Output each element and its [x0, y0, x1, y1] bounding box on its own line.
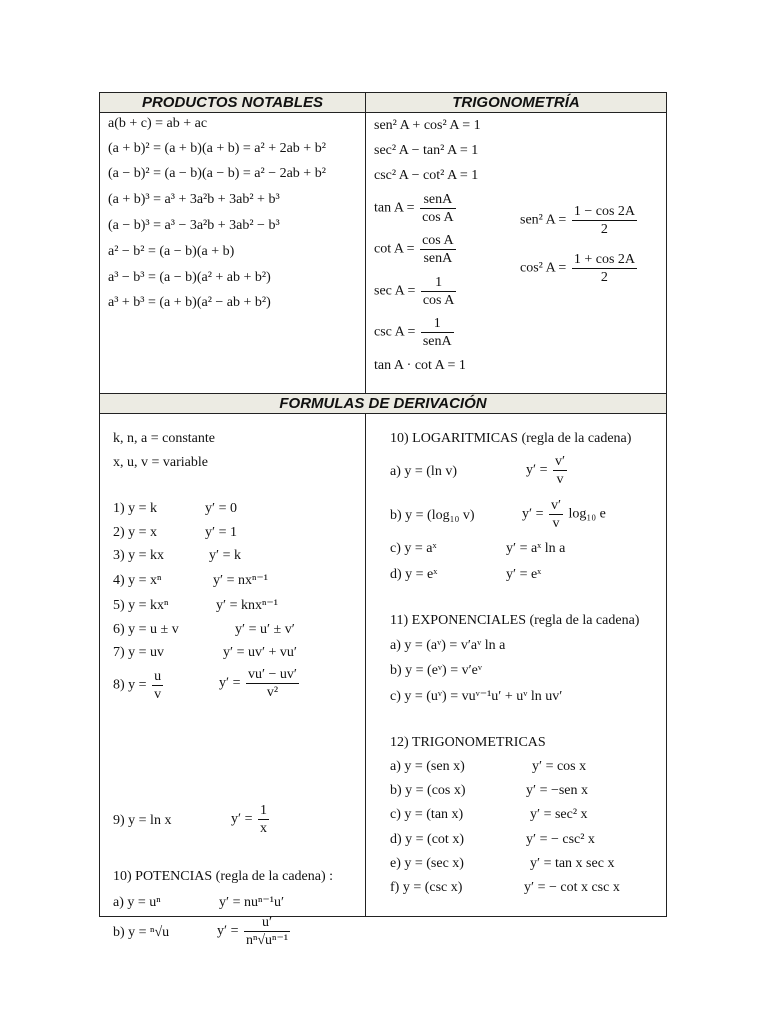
rule-function: 9) y = ln x — [113, 813, 172, 828]
log-b-derivative — [522, 497, 606, 532]
fraction — [553, 453, 567, 488]
rule-derivative: y′ = — [526, 462, 548, 478]
trig-csc-def — [374, 315, 456, 350]
rule-function: 3) y = kx — [113, 548, 165, 563]
denominator: nⁿ√uⁿ⁻¹ — [245, 933, 289, 948]
product-formula: a(b + c) = ab + ac — [108, 116, 208, 131]
trig-cos2-half — [520, 251, 639, 286]
product-formula: a² − b² = (a − b)(a + b) — [108, 244, 235, 259]
rule-function: 4) y = xⁿ — [113, 573, 162, 588]
rule-function: 7) y = uv — [113, 645, 165, 660]
fraction — [246, 666, 299, 701]
product-formula: (a + b)² = (a + b)(a + b) = a² + 2ab + b² — [108, 141, 326, 156]
section-logaritmicas: 10) LOGARITMICAS (regla de la cadena) — [390, 431, 632, 446]
section-potencias: 10) POTENCIAS (regla de la cadena) : — [113, 869, 334, 884]
divider-bottom — [365, 414, 366, 917]
rule-function: a) y = (sen x) — [390, 759, 465, 774]
numerator: v′ — [554, 454, 566, 469]
rule-derivative: y′ = — [219, 675, 241, 691]
rule-function: 2) y = x — [113, 525, 158, 540]
trig-sen2-half — [520, 203, 639, 238]
fraction — [421, 274, 457, 309]
rule-root-derivative — [217, 914, 292, 949]
rule-derivative-tail: log₁₀ e — [568, 506, 606, 522]
trig-lhs: cot A = — [374, 241, 415, 257]
rule-formula: c) y = (uᵛ) = vuᵛ⁻¹u′ + uᵛ ln uv′ — [390, 689, 563, 704]
rule-function: 8) y = — [113, 677, 147, 693]
denominator: senA — [422, 334, 452, 349]
section-trigonometricas: 12) TRIGONOMETRICAS — [390, 735, 546, 750]
fraction — [572, 203, 637, 238]
rule-derivative: y′ = u′ ± v′ — [235, 622, 295, 637]
rule-derivative: y′ = aˣ ln a — [506, 541, 566, 556]
denominator: cos A — [422, 210, 454, 225]
rule-9-derivative — [231, 802, 271, 837]
rule-function: f) y = (csc x) — [390, 880, 463, 895]
numerator: 1 — [421, 315, 454, 333]
section-exponenciales: 11) EXPONENCIALES (regla de la cadena) — [390, 613, 640, 628]
rule-derivative: y′ = — [217, 923, 239, 939]
rule-derivative: y′ = — [231, 811, 253, 827]
trig-tan-def — [374, 191, 458, 226]
rule-function: c) y = (tan x) — [390, 807, 464, 822]
rule-function: c) y = aˣ — [390, 541, 437, 556]
rule-derivative: y′ = 1 — [205, 525, 237, 540]
formula-sheet — [99, 92, 667, 948]
trig-identity: sec² A − tan² A = 1 — [374, 143, 479, 158]
trig-lhs: cos² A = — [520, 260, 567, 276]
rule-formula: b) y = (eᵛ) = v′eᵛ — [390, 663, 482, 678]
rule-function: 6) y = u ± v — [113, 622, 179, 637]
rule-function: a) y = (ln v) — [390, 464, 457, 479]
numerator: cos A — [422, 233, 454, 248]
denominator: v — [552, 516, 560, 531]
numerator: 1 — [259, 803, 267, 818]
numerator: 1 − cos 2A — [573, 204, 635, 219]
rule-derivative: y′ = 0 — [205, 501, 237, 516]
numerator: v′ — [550, 498, 562, 513]
numerator: 1 — [421, 274, 457, 292]
trig-sec-def — [374, 274, 458, 309]
rule-function: b) y = ⁿ√u — [113, 925, 170, 940]
numerator: senA — [420, 191, 456, 209]
rule-function: a) y = uⁿ — [113, 895, 161, 910]
deriv-note: k, n, a = constante — [113, 431, 215, 446]
rule-derivative: y′ = − csc² x — [526, 832, 595, 847]
denominator: senA — [423, 251, 453, 266]
rule-derivative: y′ = nuⁿ⁻¹u′ — [219, 895, 285, 910]
rule-8-function — [113, 668, 165, 703]
fraction — [572, 251, 637, 286]
rule-derivative: y′ = cos x — [532, 759, 587, 774]
trig-identity: sen² A + cos² A = 1 — [374, 118, 481, 133]
rule-derivative: y′ = − cot x csc x — [524, 880, 620, 895]
rule-derivative: y′ = — [522, 506, 544, 522]
numerator: u — [154, 669, 162, 684]
rule-function: d) y = (cot x) — [390, 832, 464, 847]
header-formulas-derivacion: FORMULAS DE DERIVACIÓN — [100, 394, 666, 414]
fraction — [420, 232, 456, 267]
trig-identity: csc² A − cot² A = 1 — [374, 168, 479, 183]
rule-8-derivative — [219, 666, 301, 701]
trig-lhs: sen² A = — [520, 212, 567, 228]
deriv-note: x, u, v = variable — [113, 455, 208, 470]
rule-derivative: y′ = k — [209, 548, 241, 563]
numerator: vu′ − uv′ — [247, 667, 297, 682]
trig-product: tan A · cot A = 1 — [374, 358, 466, 373]
fraction — [258, 802, 269, 837]
fraction — [420, 191, 456, 226]
trig-lhs: csc A = — [374, 324, 416, 340]
trig-lhs: sec A = — [374, 283, 416, 299]
rule-derivative: y′ = eˣ — [506, 567, 542, 582]
fraction — [244, 914, 290, 949]
rule-derivative: y′ = tan x sec x — [530, 856, 615, 871]
product-formula: (a − b)² = (a − b)(a − b) = a² − 2ab + b² — [108, 166, 326, 181]
product-formula: (a − b)³ = a³ − 3a²b + 3ab² − b³ — [108, 218, 280, 233]
rule-derivative: y′ = −sen x — [526, 783, 589, 798]
trig-lhs: tan A = — [374, 200, 415, 216]
log-a-derivative — [526, 453, 569, 488]
product-formula: (a + b)³ = a³ + 3a²b + 3ab² + b³ — [108, 192, 280, 207]
denominator: v² — [266, 685, 279, 700]
fraction — [549, 497, 563, 532]
rule-function: b) y = (log₁₀ v) — [390, 508, 475, 523]
header-trigonometria: TRIGONOMETRÍA — [366, 93, 666, 113]
rule-derivative: y′ = uv′ + vu′ — [223, 645, 297, 660]
rule-derivative: y′ = sec² x — [530, 807, 588, 822]
product-formula: a³ − b³ = (a − b)(a² + ab + b²) — [108, 270, 271, 285]
rule-function: 5) y = kxⁿ — [113, 598, 169, 613]
product-formula: a³ + b³ = (a + b)(a² − ab + b²) — [108, 295, 271, 310]
numerator: u′ — [244, 914, 290, 932]
rule-formula: a) y = (aᵛ) = v′aᵛ ln a — [390, 638, 506, 653]
denominator: 2 — [600, 222, 608, 237]
rule-derivative: y′ = nxⁿ⁻¹ — [213, 573, 268, 588]
numerator: 1 + cos 2A — [573, 252, 635, 267]
rule-function: b) y = (cos x) — [390, 783, 466, 798]
denominator: x — [259, 821, 267, 836]
fraction — [152, 668, 163, 703]
denominator: cos A — [422, 293, 455, 308]
denominator: 2 — [600, 270, 608, 285]
header-productos-notables: PRODUCTOS NOTABLES — [100, 93, 365, 113]
trig-cot-def — [374, 232, 458, 267]
divider-top — [365, 93, 366, 393]
rule-function: 1) y = k — [113, 501, 158, 516]
rule-function: d) y = eˣ — [390, 567, 438, 582]
denominator: v — [556, 472, 564, 487]
fraction — [421, 315, 454, 350]
rule-derivative: y′ = knxⁿ⁻¹ — [216, 598, 278, 613]
rule-function: e) y = (sec x) — [390, 856, 464, 871]
denominator: v — [154, 687, 162, 702]
